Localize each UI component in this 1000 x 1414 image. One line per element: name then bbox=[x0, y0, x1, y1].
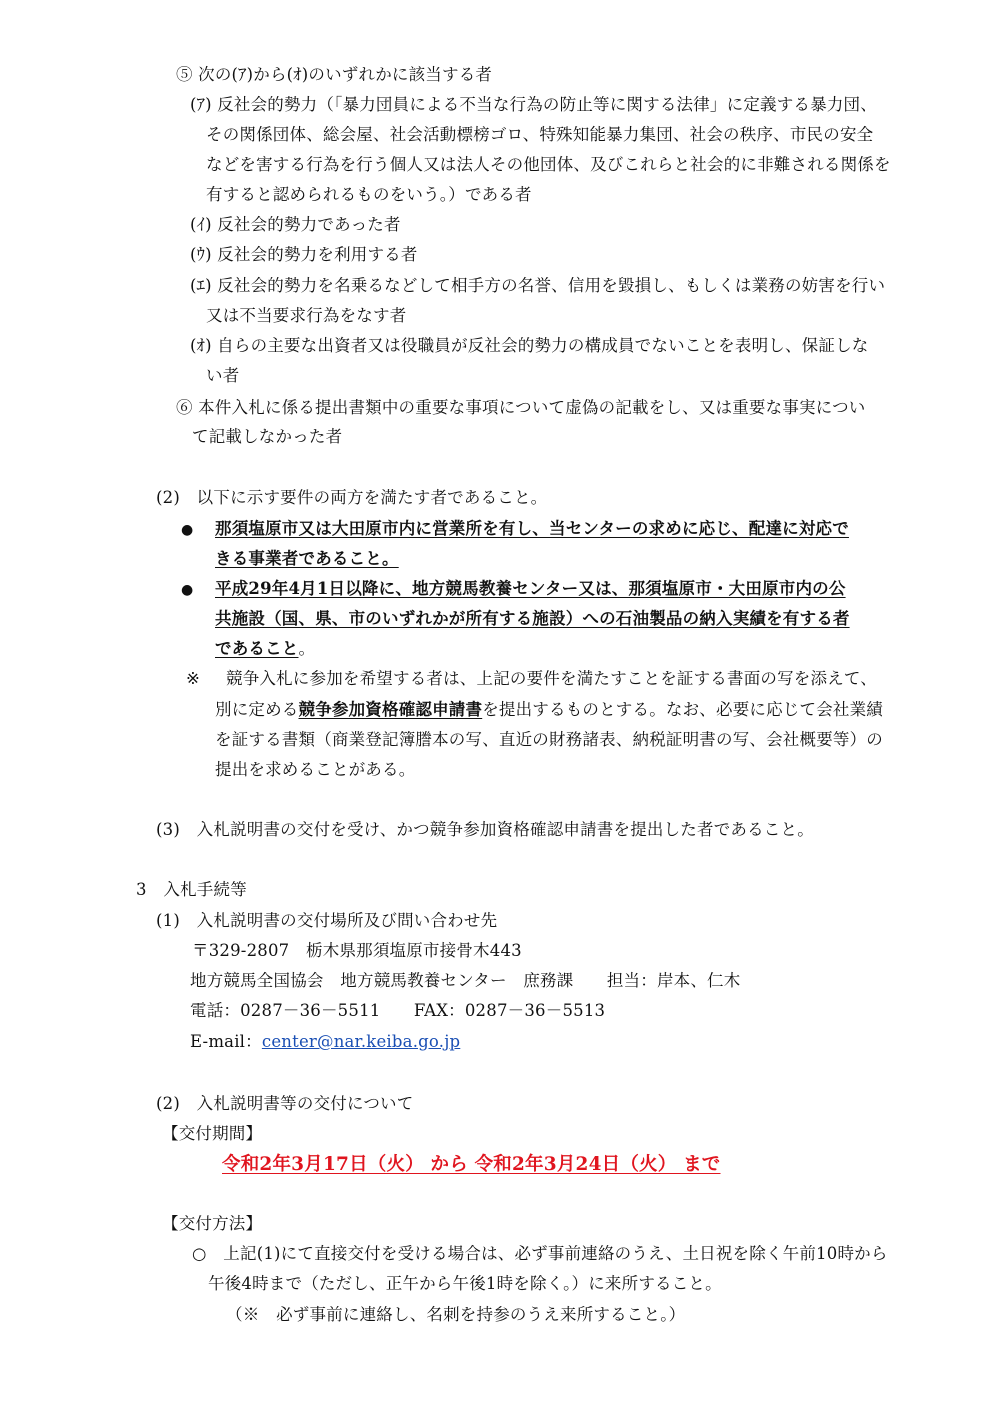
email-row bbox=[190, 1030, 460, 1054]
req2-bullet2-line3-period: 。 bbox=[298, 639, 316, 658]
method-line1: ○ 上記(1)にて直接交付を受ける場合は、必ず事前連絡のうえ、土日祝を除く午前10時から bbox=[192, 1244, 888, 1263]
req2-bullet1-line1: 那須塩原市又は大田原市内に営業所を有し、当センターの求めに応じ、配達に対応で bbox=[215, 519, 849, 538]
method-line2: 午後4時まで（ただし、正午から午後1時を除く。）に来所すること。 bbox=[208, 1274, 722, 1293]
note-line2-b: を提出するものとする。なお、必要に応じて会社業績 bbox=[482, 700, 884, 719]
p1-heading: (1) 入札説明書の交付場所及び問い合わせ先 bbox=[156, 911, 498, 930]
email-label: E-mail： bbox=[190, 1032, 262, 1051]
phone-fax: 電話：0287－36－5511 FAX：0287－36－5513 bbox=[190, 1001, 606, 1020]
item-a-line1: (ｱ) 反社会的勢力（「暴力団員による不当な行為の防止等に関する法律」に定義する暴力団、 bbox=[190, 95, 877, 114]
item-a-line3: などを害する行為を行う個人又は法人その他団体、及びこれらと社会的に非難される関係を bbox=[206, 155, 891, 174]
method-line3: （※ 必ず事前に連絡し、名刺を持参のうえ来所すること。） bbox=[226, 1305, 686, 1324]
req3: (3) 入札説明書の交付を受け、かつ競争参加資格確認申請書を提出した者であること。 bbox=[156, 820, 814, 839]
note-mark: ※ bbox=[186, 669, 200, 688]
item-e-line1: (ｴ) 反社会的勢力を名乗るなどして相手方の名誉、信用を毀損し、もしくは業務の妨害を行い bbox=[190, 276, 886, 295]
note-line4: 提出を求めることがある。 bbox=[215, 760, 416, 779]
note-line3: を証する書類（商業登記簿謄本の写、直近の財務諸表、納税証明書の写、会社概要等）の bbox=[215, 730, 883, 749]
item-u: (ｳ) 反社会的勢力を利用する者 bbox=[190, 245, 418, 264]
item-i: (ｲ) 反社会的勢力であった者 bbox=[190, 215, 401, 234]
item-6-line2: て記載しなかった者 bbox=[192, 427, 343, 446]
period-label: 【交付期間】 bbox=[162, 1124, 263, 1143]
p2-heading: (2) 入札説明書等の交付について bbox=[156, 1094, 414, 1113]
note-form-name: 競争参加資格確認申請書 bbox=[298, 700, 483, 719]
note-line2 bbox=[215, 698, 883, 722]
organization: 地方競馬全国協会 地方競馬教養センター 庶務課 担当：岸本、仁木 bbox=[190, 971, 741, 990]
method-label: 【交付方法】 bbox=[162, 1214, 263, 1233]
req2-heading: (2) 以下に示す要件の両方を満たす者であること。 bbox=[156, 488, 548, 507]
req2-bullet2-line3 bbox=[215, 637, 315, 661]
issue-period: 令和2年3月17日（火） から 令和2年3月24日（火） まで bbox=[222, 1154, 721, 1175]
item-e-line2: 又は不当要求行為をなす者 bbox=[206, 306, 407, 325]
item-6-line1: ⑥ 本件入札に係る提出書類中の重要な事項について虚偽の記載をし、又は重要な事実につい bbox=[176, 398, 866, 417]
req2-bullet2-line3-text: であること bbox=[215, 639, 299, 658]
bullet-icon: ● bbox=[181, 582, 194, 598]
req2-bullet2-line1: 平成29年4月1日以降に、地方競馬教養センター又は、那須塩原市・大田原市内の公 bbox=[215, 579, 846, 598]
item-5-heading: ⑤ 次の(ｱ)から(ｵ)のいずれかに該当する者 bbox=[176, 65, 493, 84]
item-o-line1: (ｵ) 自らの主要な出資者又は役職員が反社会的勢力の構成員でないことを表明し、保証しな bbox=[190, 336, 869, 355]
note-line2-a: 別に定める bbox=[215, 700, 299, 719]
address: 〒329-2807 栃木県那須塩原市接骨木443 bbox=[192, 941, 522, 960]
email-link[interactable]: center@nar.keiba.go.jp bbox=[261, 1032, 461, 1051]
req2-bullet2-line2: 共施設（国、県、市のいずれかが所有する施設）への石油製品の納入実績を有する者 bbox=[215, 609, 850, 628]
item-o-line2: い者 bbox=[206, 366, 240, 385]
item-a-line4: 有すると認められるものをいう。）である者 bbox=[206, 185, 532, 204]
req2-bullet1-line2: きる事業者であること。 bbox=[215, 549, 399, 568]
bullet-icon: ● bbox=[181, 522, 194, 538]
note-line1: 競争入札に参加を希望する者は、上記の要件を満たすことを証する書面の写を添えて、 bbox=[226, 669, 877, 688]
item-a-line2: その関係団体、総会屋、社会活動標榜ゴロ、特殊知能暴力集団、社会の秩序、市民の安全 bbox=[206, 125, 874, 144]
section3-heading: 3 入札手続等 bbox=[136, 880, 247, 899]
